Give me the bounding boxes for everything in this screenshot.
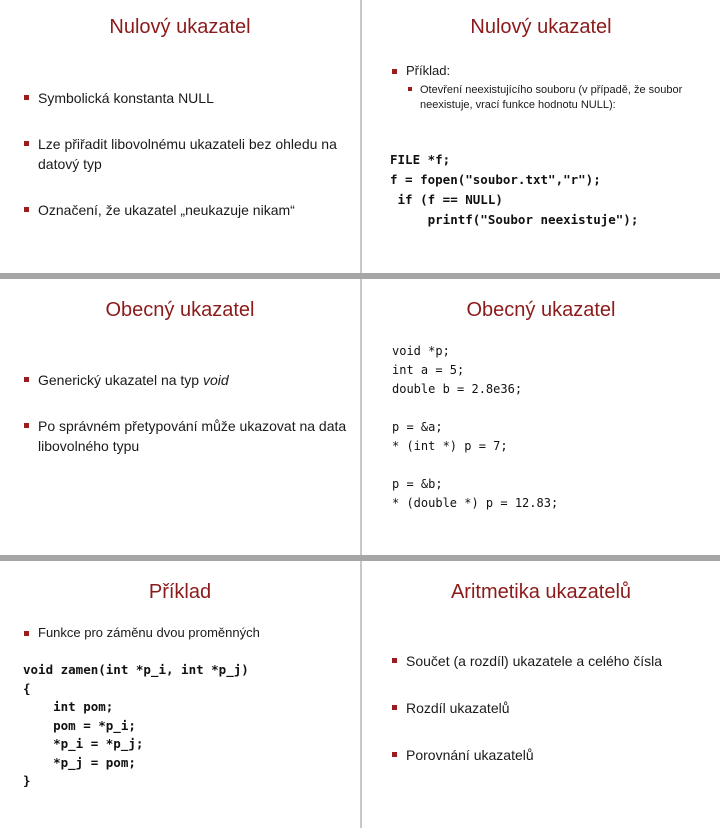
bullet-item [24, 624, 350, 642]
slide-4 [362, 279, 720, 555]
code-block: void *p; int a = 5; double b = 2.8e36; p = &a; * (int *) p = 7; p = &b; * (double *) p = 12.83; [392, 344, 559, 510]
code-block: FILE *f; f = fopen("soubor.txt","r"); if (f == NULL) printf("Soubor neexistuje"); [390, 152, 639, 227]
bullet-text: Symbolická konstanta NULL [38, 90, 214, 106]
sub-bullet-item [408, 83, 712, 113]
bullet-list [24, 624, 350, 642]
bullet-square-icon [408, 87, 412, 91]
bullet-text: Rozdíl ukazatelů [406, 700, 510, 716]
bullet-square-icon [24, 141, 29, 146]
bullet-square-icon [24, 95, 29, 100]
slide-5 [0, 561, 360, 828]
slide-title: Příklad [148, 581, 212, 603]
bullet-text: Porovnání ukazatelů [406, 747, 534, 763]
sub-bullet-list [408, 83, 712, 113]
bullet-square-icon [24, 631, 29, 636]
bullet-list [24, 370, 350, 456]
bullet-text: Součet (a rozdíl) ukazatele a celého čísla [406, 653, 663, 669]
bullet-item [392, 62, 712, 80]
bullet-square-icon [24, 207, 29, 212]
bullet-text: Po správném přetypování může ukazovat na data libovolného typu [38, 418, 347, 454]
bullet-text: Příklad: [406, 63, 451, 78]
bullet-square-icon [392, 705, 397, 710]
bullet-item [392, 651, 712, 671]
slide-title: Nulový ukazatel [470, 16, 612, 38]
bullet-square-icon [24, 423, 29, 428]
bullet-text: Lze přiřadit libovolnému ukazateli bez ohledu na datový typ [38, 136, 337, 172]
bullet-square-icon [392, 69, 397, 74]
slide-3 [0, 279, 360, 555]
code-block: void zamen(int *p_i, int *p_j) { int pom; pom = *p_i; *p_i = *p_j; *p_j = pom; } [23, 662, 249, 788]
bullet-item [24, 134, 350, 174]
bullet-item [24, 88, 350, 108]
slide-title: Aritmetika ukazatelů [450, 581, 632, 603]
bullet-list [24, 88, 350, 220]
bullet-item [392, 745, 712, 765]
column-separator [360, 279, 362, 555]
bullet-item [392, 698, 712, 718]
bullet-square-icon [392, 752, 397, 757]
bullet-square-icon [392, 658, 397, 663]
bullet-text: Označení, že ukazatel „neukazuje nikam“ [38, 202, 295, 218]
slide-1 [0, 0, 360, 273]
bullet-text: Funkce pro záměnu dvou proměnných [38, 625, 260, 640]
bullet-emphasis: void [202, 372, 229, 388]
bullet-item [24, 416, 350, 456]
bullet-item [24, 370, 350, 390]
bullet-text: Generický ukazatel na typ [38, 372, 203, 388]
slide-title: Obecný ukazatel [105, 299, 255, 321]
column-separator [360, 0, 362, 273]
slide-6 [362, 561, 720, 828]
bullet-item [24, 200, 350, 220]
slide-title: Nulový ukazatel [109, 16, 251, 38]
column-separator [360, 561, 362, 828]
slide-title: Obecný ukazatel [466, 299, 616, 321]
bullet-list [392, 62, 712, 80]
slide-2 [362, 0, 720, 273]
bullet-list [392, 651, 712, 765]
sub-bullet-text: Otevření neexistujícího souboru (v případě, že soubor neexistuje, vrací funkce hodnotu NULL): [420, 84, 683, 111]
bullet-square-icon [24, 377, 29, 382]
